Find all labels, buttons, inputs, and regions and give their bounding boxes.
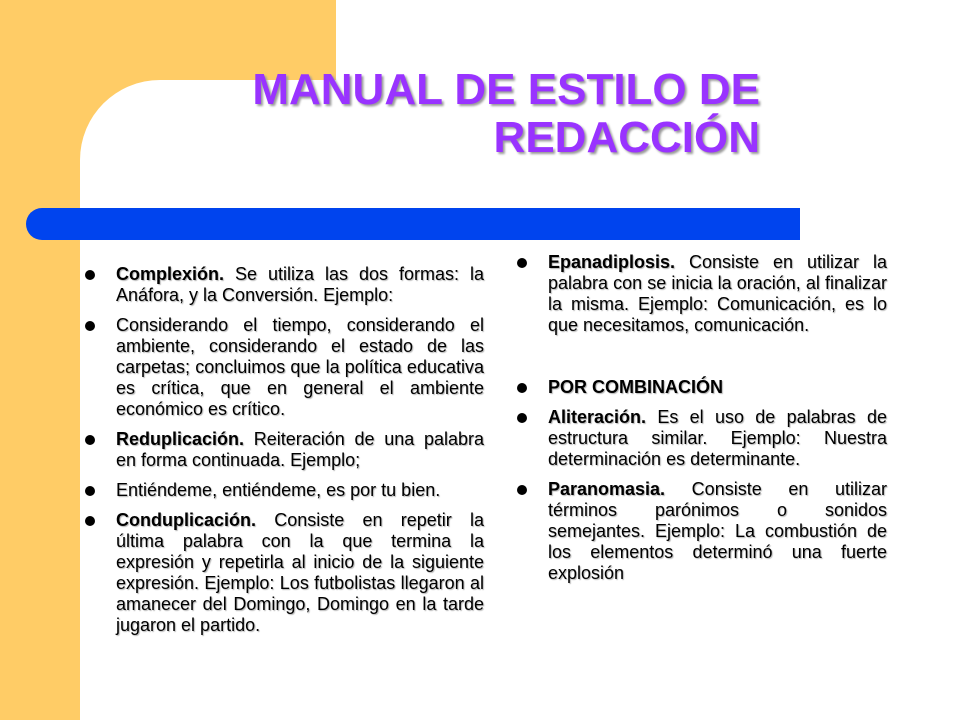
item-text: Consiste en repetir la última palabra con la que termina la expresión y repetirla al inicio de la siguiente expresión. Ejemplo: Los futbolistas llegaron al amanecer del Domingo, Domingo en la tarde jugaron el partido.	[116, 510, 484, 635]
item-text: Reiteración de una palabra en forma continuada. Ejemplo;	[116, 429, 484, 470]
list-item	[80, 264, 484, 306]
list-item	[512, 252, 887, 336]
spacer	[512, 345, 887, 377]
list-item	[80, 315, 484, 420]
item-text: Consiste en utilizar términos parónimos o sonidos semejantes. Ejemplo: La combustión de los elementos determinó una fuerte explosión	[548, 479, 887, 583]
bullet-icon	[517, 383, 527, 393]
bullet-icon	[85, 435, 95, 445]
bullet-icon	[517, 413, 527, 423]
item-text: Consiste en utilizar la palabra con se inicia la oración, al finalizar la misma. Ejemplo: Comunicación, es lo que necesitamos, comunicación.	[548, 252, 887, 335]
item-text: Considerando el tiempo, considerando el ambiente, considerando el estado de las carpetas; concluimos que la política educativa es crítica, que en general el ambiente económico es crítico.	[116, 315, 484, 419]
item-term: Complexión.	[116, 264, 225, 284]
bullet-icon	[85, 516, 95, 526]
title-line-1: MANUAL DE ESTILO DE	[252, 65, 760, 114]
side-band	[0, 0, 80, 720]
bullet-icon	[85, 321, 95, 331]
title-divider-bar	[26, 208, 800, 240]
list-item	[512, 407, 887, 470]
bullet-icon	[85, 270, 95, 280]
bullet-icon	[85, 486, 95, 496]
item-text: Entiéndeme, entiéndeme, es por tu bien.	[116, 480, 441, 500]
item-term: Epanadiplosis.	[548, 252, 676, 272]
right-column	[512, 252, 887, 593]
item-term: Paranomasia.	[548, 479, 666, 499]
item-term: Aliteración.	[548, 407, 647, 427]
bullet-icon	[517, 485, 527, 495]
item-text: Es el uso de palabras de estructura similar. Ejemplo: Nuestra determinación es determinante.	[548, 407, 887, 469]
slide-title	[200, 66, 760, 162]
list-item	[80, 480, 484, 501]
item-term: Reduplicación.	[116, 429, 245, 449]
bullet-icon	[517, 258, 527, 268]
left-column	[80, 264, 484, 645]
title-line-2: REDACCIÓN	[493, 113, 760, 162]
list-item	[80, 429, 484, 471]
section-heading	[512, 377, 887, 398]
item-term: POR COMBINACIÓN	[548, 377, 723, 397]
item-text: Se utiliza las dos formas: la Anáfora, y la Conversión. Ejemplo:	[116, 264, 484, 305]
rounded-corner	[80, 80, 160, 160]
list-item	[512, 479, 887, 584]
item-term: Conduplicación.	[116, 510, 257, 530]
list-item	[80, 510, 484, 636]
